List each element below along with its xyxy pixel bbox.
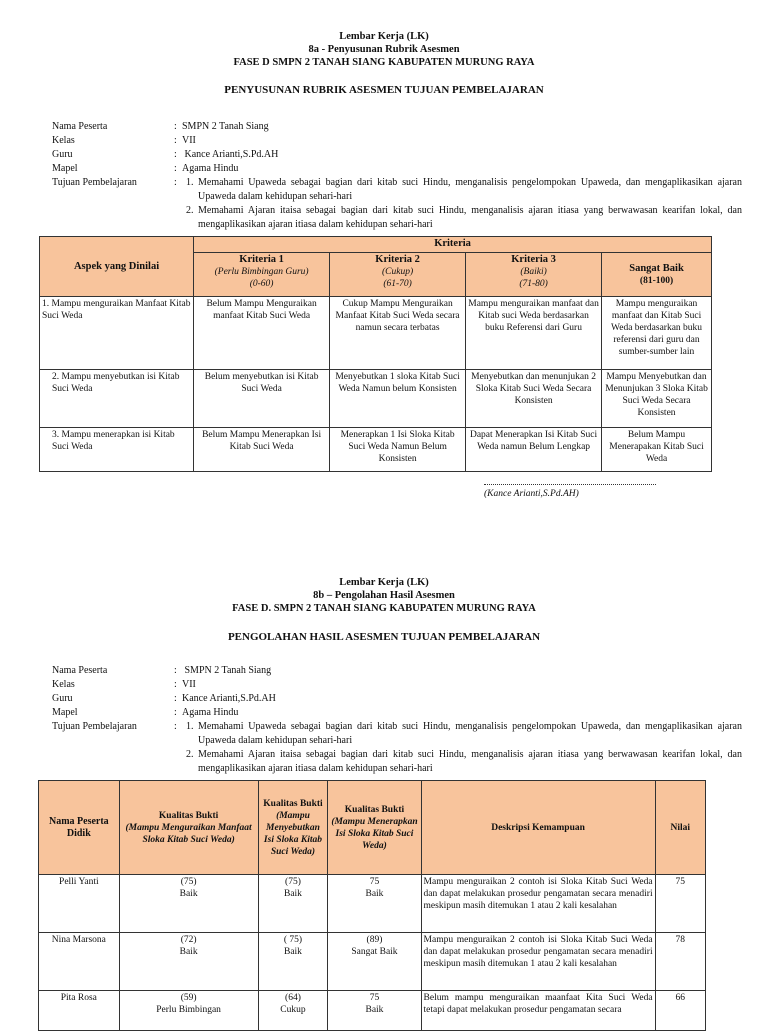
description-cell: Mampu menguraikan 2 contoh isi Sloka Kitab Suci Weda dan dapat melakukan prosedur pengamatan secara menadiri meskipun masih ditemukan 1 atau 2 kali kesalahan: [421, 875, 655, 933]
k1-cell: Belum Mampu Menerapkan Isi Kitab Suci Weda: [194, 428, 330, 472]
kriteria-1-range: (0-60): [249, 279, 274, 289]
sheet-a-subtitle: PENYUSUNAN RUBRIK ASESMEN TUJUAN PEMBELAJARAN: [224, 84, 544, 96]
kriteria-1-sub: (Perlu Bimbingan Guru): [214, 267, 309, 277]
rubric-row: [40, 370, 712, 428]
k4-cell: Mampu menguraikan manfaat dan Kitab Suci Weda berdasarkan buku referensi dari guru dan sumber-sumber lain: [602, 297, 712, 370]
rubric-row: [40, 297, 712, 370]
signature-name: (Kance Arianti,S.Pd.AH): [484, 489, 579, 499]
goal-1-text: Memahami Upaweda sebagai bagian dari kitab suci Hindu, menganalisis pengelompokan Upaweda, dan mengaplikasikan ajaran Upaweda dalam kehidupan sehari-hari: [198, 721, 742, 746]
sangat-baik-title: Sangat Baik: [629, 262, 684, 274]
kb3-score: (89): [366, 935, 383, 945]
kb3-score: 75: [369, 877, 380, 887]
kb2-score: (64): [285, 993, 301, 1003]
nilai-cell: 66: [655, 991, 705, 1031]
kb1-score: (72): [180, 935, 197, 945]
kb2-cell: [258, 933, 328, 991]
kriteria-2-header: [330, 253, 466, 297]
kelas-value: VII: [182, 679, 196, 690]
nilai-cell: 75: [655, 875, 705, 933]
kriteria-3-range: (71-80): [519, 279, 548, 289]
kelas-value: VII: [182, 135, 196, 146]
kualitas-bukti-2-header: [258, 781, 328, 875]
k1-cell: Belum Mampu Menguraikan manfaat Kitab Suci Weda: [194, 297, 330, 370]
kb2-sub: (Mampu Menyebutkan Isi Sloka Kitab Suci Weda): [263, 810, 322, 857]
sheet-a-title-2: 8a - Penyusunan Rubrik Asesmen: [308, 44, 460, 55]
kelas-label: Kelas: [52, 679, 75, 690]
nama-label: Nama Peserta: [52, 121, 108, 132]
nilai-cell: 78: [655, 933, 705, 991]
description-cell: Belum mampu menguraikan maanfaat Kita Suci Weda tetapi dapat melakukan prosedur pengamatan secara: [421, 991, 655, 1031]
kb3-title: Kualitas Bukti: [344, 804, 405, 815]
kb2-label: Baik: [283, 889, 302, 899]
kb1-sub: (Mampu Menguraikan Manfaat Sloka Kitab Suci Weda): [125, 822, 252, 845]
rubric-row: [40, 428, 712, 472]
k1-cell: Belum menyebutkan isi Kitab Suci Weda: [194, 370, 330, 428]
sheet-b-subtitle: PENGOLAHAN HASIL ASESMEN TUJUAN PEMBELAJARAN: [227, 631, 541, 643]
nama-peserta-header: Nama Peserta Didik: [39, 781, 120, 875]
goal-1-number: 1.: [186, 721, 194, 732]
k4-cell: Mampu Menyebutkan dan Menunjukan 3 Sloka Kitab Suci Weda Secara Konsisten: [602, 370, 712, 428]
tujuan-label: Tujuan Pembelajaran: [52, 177, 137, 188]
kb1-label: Perlu Bimbingan: [156, 1005, 221, 1015]
k4-cell: Belum Mampu Menerapakan Kitab Suci Weda: [602, 428, 712, 472]
deskripsi-header: Deskripsi Kemampuan: [421, 781, 655, 875]
assessment-results-table: [38, 780, 706, 1031]
signature-block: [484, 484, 656, 500]
kb3-sub: (Mampu Menerapkan Isi Sloka Kitab Suci Weda): [331, 816, 418, 851]
student-name: Pita Rosa: [39, 991, 120, 1031]
sheet-a-title-1: Lembar Kerja (LK): [339, 31, 429, 42]
student-name: Pelli Yanti: [39, 875, 120, 933]
kb2-title: Kualitas Bukti: [263, 798, 323, 809]
kriteria-1-title: Kriteria 1: [239, 254, 284, 265]
kriteria-2-title: Kriteria 2: [375, 254, 420, 265]
mapel-value: Agama Hindu: [182, 707, 239, 718]
kriteria-3-header: [466, 253, 602, 297]
kb2-cell: [258, 875, 328, 933]
kb1-label: Baik: [179, 889, 198, 899]
kualitas-bukti-1-header: [119, 781, 258, 875]
kb3-label: Sangat Baik: [351, 947, 398, 957]
kelas-label: Kelas: [52, 135, 75, 146]
kriteria-3-sub: (Baiki): [520, 267, 547, 277]
kb1-score: (75): [180, 877, 197, 887]
kb1-cell: [119, 875, 258, 933]
goal-2-text: Memahami Ajaran itaisa sebagai bagian dari kitab suci Hindu, menganalisis ajaran itiasa yang berwawasan kearifan lokal, dan mengaplikasikan ajaran itiasa dalam kehidupan sehari-hari: [198, 749, 742, 774]
kriteria-header: Kriteria: [194, 237, 712, 253]
kb1-cell: [119, 991, 258, 1031]
mapel-label: Mapel: [52, 707, 78, 718]
kriteria-3-title: Kriteria 3: [511, 254, 556, 265]
aspek-cell: 2. Mampu menyebutkan isi Kitab Suci Weda: [40, 370, 194, 428]
kualitas-bukti-3-header: [328, 781, 421, 875]
sheet-a-title-3: FASE D SMPN 2 TANAH SIANG KABUPATEN MURUNG RAYA: [233, 57, 535, 68]
signature-line: [484, 484, 656, 485]
kb3-cell: [328, 875, 421, 933]
tujuan-label: Tujuan Pembelajaran: [52, 721, 137, 732]
goal-1-text: Memahami Upaweda sebagai bagian dari kitab suci Hindu, menganalisis pengelompokan Upaweda, dan mengaplikasikan ajaran Upaweda dalam kehidupan sehari-hari: [198, 177, 742, 202]
guru-label: Guru: [52, 693, 73, 704]
kriteria-2-range: (61-70): [383, 279, 412, 289]
worksheet-8b: [0, 576, 768, 644]
aspek-header: Aspek yang Dinilai: [40, 237, 194, 297]
kb3-score: 75: [369, 993, 380, 1003]
table-row: [39, 991, 706, 1031]
kb2-cell: [258, 991, 328, 1031]
kb3-label: Baik: [365, 889, 384, 899]
k3-cell: Dapat Menerapkan Isi Kitab Suci Weda namun Belum Lengkap: [466, 428, 602, 472]
aspek-cell: 3. Mampu menerapkan isi Kitab Suci Weda: [40, 428, 194, 472]
kb3-cell: [328, 991, 421, 1031]
nama-value: SMPN 2 Tanah Siang: [182, 665, 272, 676]
k3-cell: Menyebutkan dan menunjukan 2 Sloka Kitab Suci Weda Secara Konsisten: [466, 370, 602, 428]
nama-value: SMPN 2 Tanah Siang: [182, 121, 269, 132]
guru-value: Kance Arianti,S.Pd.AH: [182, 693, 276, 704]
kb3-cell: [328, 933, 421, 991]
sheet-b-title-2: 8b – Pengolahan Hasil Asesmen: [313, 590, 455, 601]
aspek-cell: 1. Mampu menguraikan Manfaat Kitab Suci Weda: [40, 297, 194, 370]
kb2-score: (75): [285, 877, 301, 887]
kb3-label: Baik: [365, 1005, 384, 1015]
kb1-label: Baik: [179, 947, 198, 957]
kb2-label: Cukup: [280, 1005, 306, 1015]
kb1-score: (59): [180, 993, 197, 1003]
goal-2-number: 2.: [186, 749, 194, 760]
goal-1-number: 1.: [186, 177, 194, 188]
table-row: [39, 933, 706, 991]
kb2-label: Baik: [283, 947, 302, 957]
kriteria-2-sub: (Cukup): [382, 267, 414, 277]
sheet-b-title-1: Lembar Kerja (LK): [339, 577, 429, 588]
sheet-a-info: Nama Peserta : SMPN 2 Tanah Siang Kelas : VII Guru : Kance Arianti,S.Pd.AH Mapel : Agama Hindu Tujuan Pembelajaran : 1. Memahami Upaweda sebagai bagian dari kitab suci Hindu, menganalisis pengelompokan Upaweda, dan mengaplikasikan ajaran Upaweda dalam kehidupan sehari-hari 2. Memahami Ajaran itaisa sebagai bagian dari kitab suci Hindu, menganalisis ajaran itiasa yang berwawasan kearifan lokal, dan mengaplikasikan ajaran itiasa dalam kehidupan sehari-hari: [52, 121, 742, 230]
kb1-title: Kualitas Bukti: [158, 810, 219, 821]
goal-2-text: Memahami Ajaran itaisa sebagai bagian dari kitab suci Hindu, menganalisis ajaran itiasa yang berwawasan kearifan lokal, dan mengaplikasikan ajaran itiasa dalam kehidupan sehari-hari: [198, 205, 742, 230]
student-name: Nina Marsona: [39, 933, 120, 991]
goal-2-number: 2.: [186, 205, 194, 216]
nilai-header: Nilai: [655, 781, 705, 875]
worksheet-8a: [0, 30, 768, 97]
mapel-label: Mapel: [52, 163, 78, 174]
k2-cell: Menyebutkan 1 sloka Kitab Suci Weda Namun belum Konsisten: [330, 370, 466, 428]
table-row: [39, 875, 706, 933]
sangat-baik-range: (81-100): [639, 275, 674, 286]
sheet-b-title-3: FASE D. SMPN 2 TANAH SIANG KABUPATEN MURUNG RAYA: [232, 603, 536, 614]
sheet-b-info: Nama Peserta : SMPN 2 Tanah Siang Kelas : VII Guru : Kance Arianti,S.Pd.AH Mapel : Agama Hindu Tujuan Pembelajaran : 1. Memahami Upaweda sebagai bagian dari kitab suci Hindu, menganalisis pengelompokan Upaweda, dan mengaplikasikan ajaran Upaweda dalam kehidupan sehari-hari 2. Memahami Ajaran itaisa sebagai bagian dari kitab suci Hindu, menganalisis ajaran itiasa yang berwawasan kearifan lokal, dan mengaplikasikan ajaran itiasa dalam kehidupan sehari-hari: [52, 665, 742, 774]
kb1-cell: [119, 933, 258, 991]
guru-label: Guru: [52, 149, 73, 160]
k3-cell: Mampu menguraikan manfaat dan Kitab suci Weda berdasarkan buku Referensi dari Guru: [466, 297, 602, 370]
kriteria-1-header: [194, 253, 330, 297]
k2-cell: Cukup Mampu Menguraikan Manfaat Kitab Suci Weda secara namun secara terbatas: [330, 297, 466, 370]
rubric-table: [39, 236, 712, 472]
nama-label: Nama Peserta: [52, 665, 108, 676]
guru-value: Kance Arianti,S.Pd.AH: [182, 149, 279, 160]
description-cell: Mampu menguraikan 2 contoh isi Sloka Kitab Suci Weda dan dapat melakukan prosedur pengamatan secara menadiri meskipun masih ditemukan 1 atau 2 kali kesalahan: [421, 933, 655, 991]
sangat-baik-header: [602, 253, 712, 297]
k2-cell: Menerapkan 1 Isi Sloka Kitab Suci Weda Namun Belum Konsisten: [330, 428, 466, 472]
mapel-value: Agama Hindu: [182, 163, 239, 174]
kb2-score: ( 75): [283, 935, 303, 945]
